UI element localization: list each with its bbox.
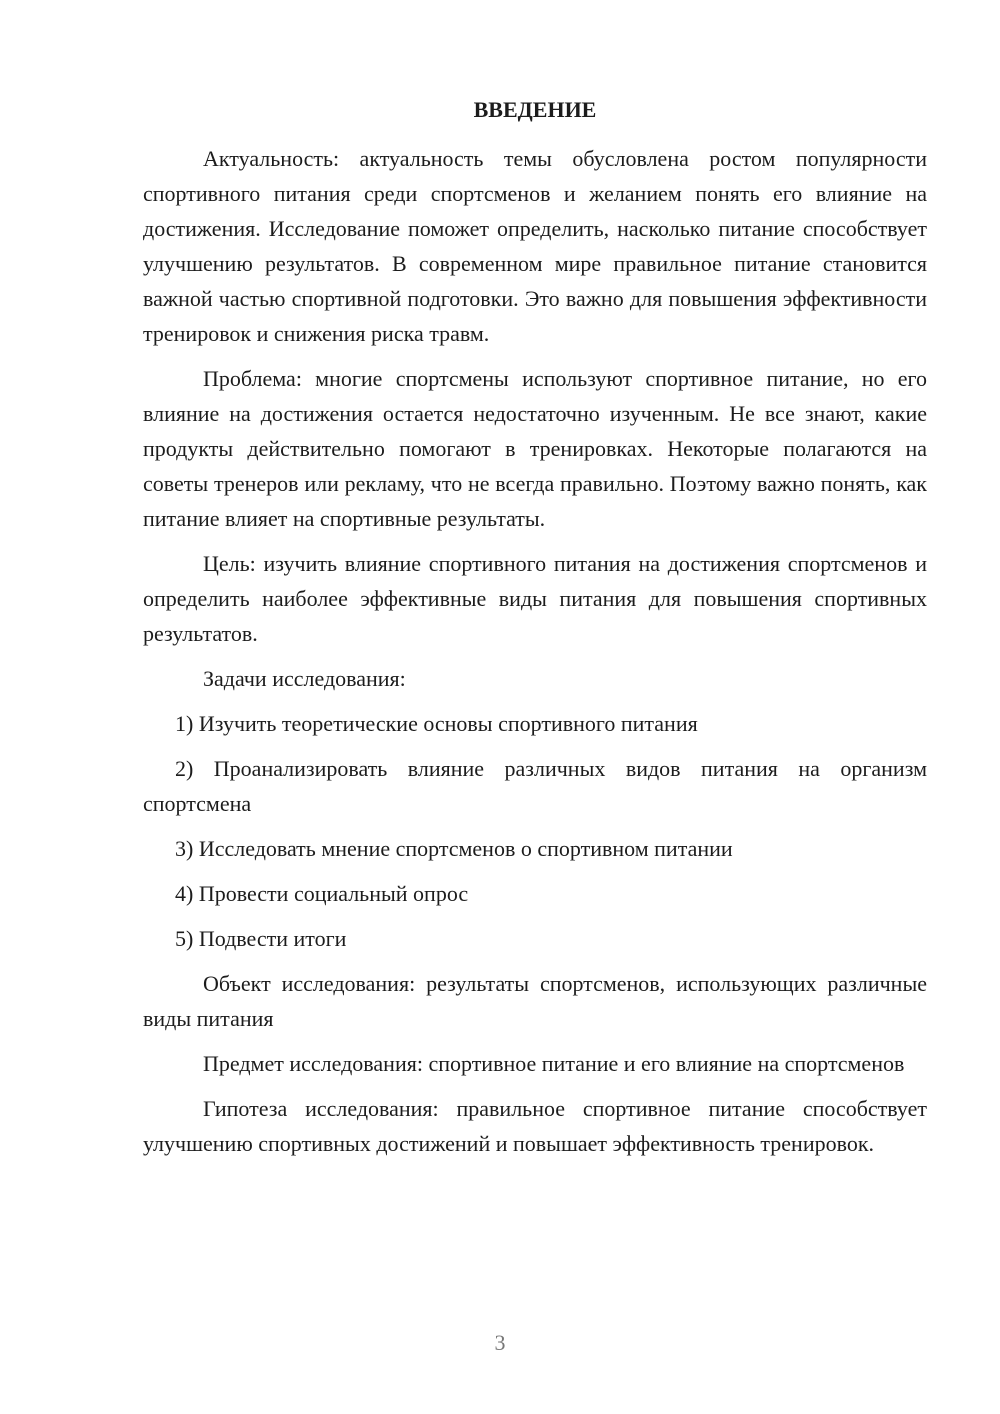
task-item-1: 1) Изучить теоретические основы спортивного питания <box>175 711 698 736</box>
paragraph-goal: Цель: изучить влияние спортивного питания на достижения спортсменов и определить наиболее эффективные виды питания для повышения спортивных результатов. <box>143 551 927 646</box>
task-item-3: 3) Исследовать мнение спортсменов о спортивном питании <box>175 836 733 861</box>
page-number: 3 <box>494 1330 506 1355</box>
task-item-5: 5) Подвести итоги <box>175 926 347 951</box>
task-item-2: 2) Проанализировать влияние различных видов питания на организм спортсмена <box>143 756 927 816</box>
paragraph-object: Объект исследования: результаты спортсменов, использующих различные виды питания <box>143 971 927 1031</box>
paragraph-subject: Предмет исследования: спортивное питание и его влияние на спортсменов <box>203 1051 905 1076</box>
task-item-4: 4) Провести социальный опрос <box>175 881 469 906</box>
paragraph-hypothesis: Гипотеза исследования: правильное спортивное питание способствует улучшению спортивных достижений и повышает эффективность тренировок. <box>143 1096 927 1156</box>
page-content <box>143 92 927 1171</box>
tasks-title: Задачи исследования: <box>203 666 406 691</box>
paragraph-problem: Проблема: многие спортсмены используют спортивное питание, но его влияние на достижения остается недостаточно изученным. Не все знают, какие продукты действительно помогают в тренировках. Некоторые полагаются на советы тренеров или рекламу, что не всегда правильно. Поэтому важно понять, как питание влияет на спортивные результаты. <box>143 366 927 531</box>
section-heading: ВВЕДЕНИЕ <box>473 97 597 122</box>
paragraph-relevance: Актуальность: актуальность темы обусловлена ростом популярности спортивного питания среди спортсменов и желанием понять его влияние на достижения. Исследование поможет определить, насколько питание способствует улучшению результатов. В современном мире правильное питание становится важной частью спортивной подготовки. Это важно для повышения эффективности тренировок и снижения риска травм. <box>143 146 927 346</box>
